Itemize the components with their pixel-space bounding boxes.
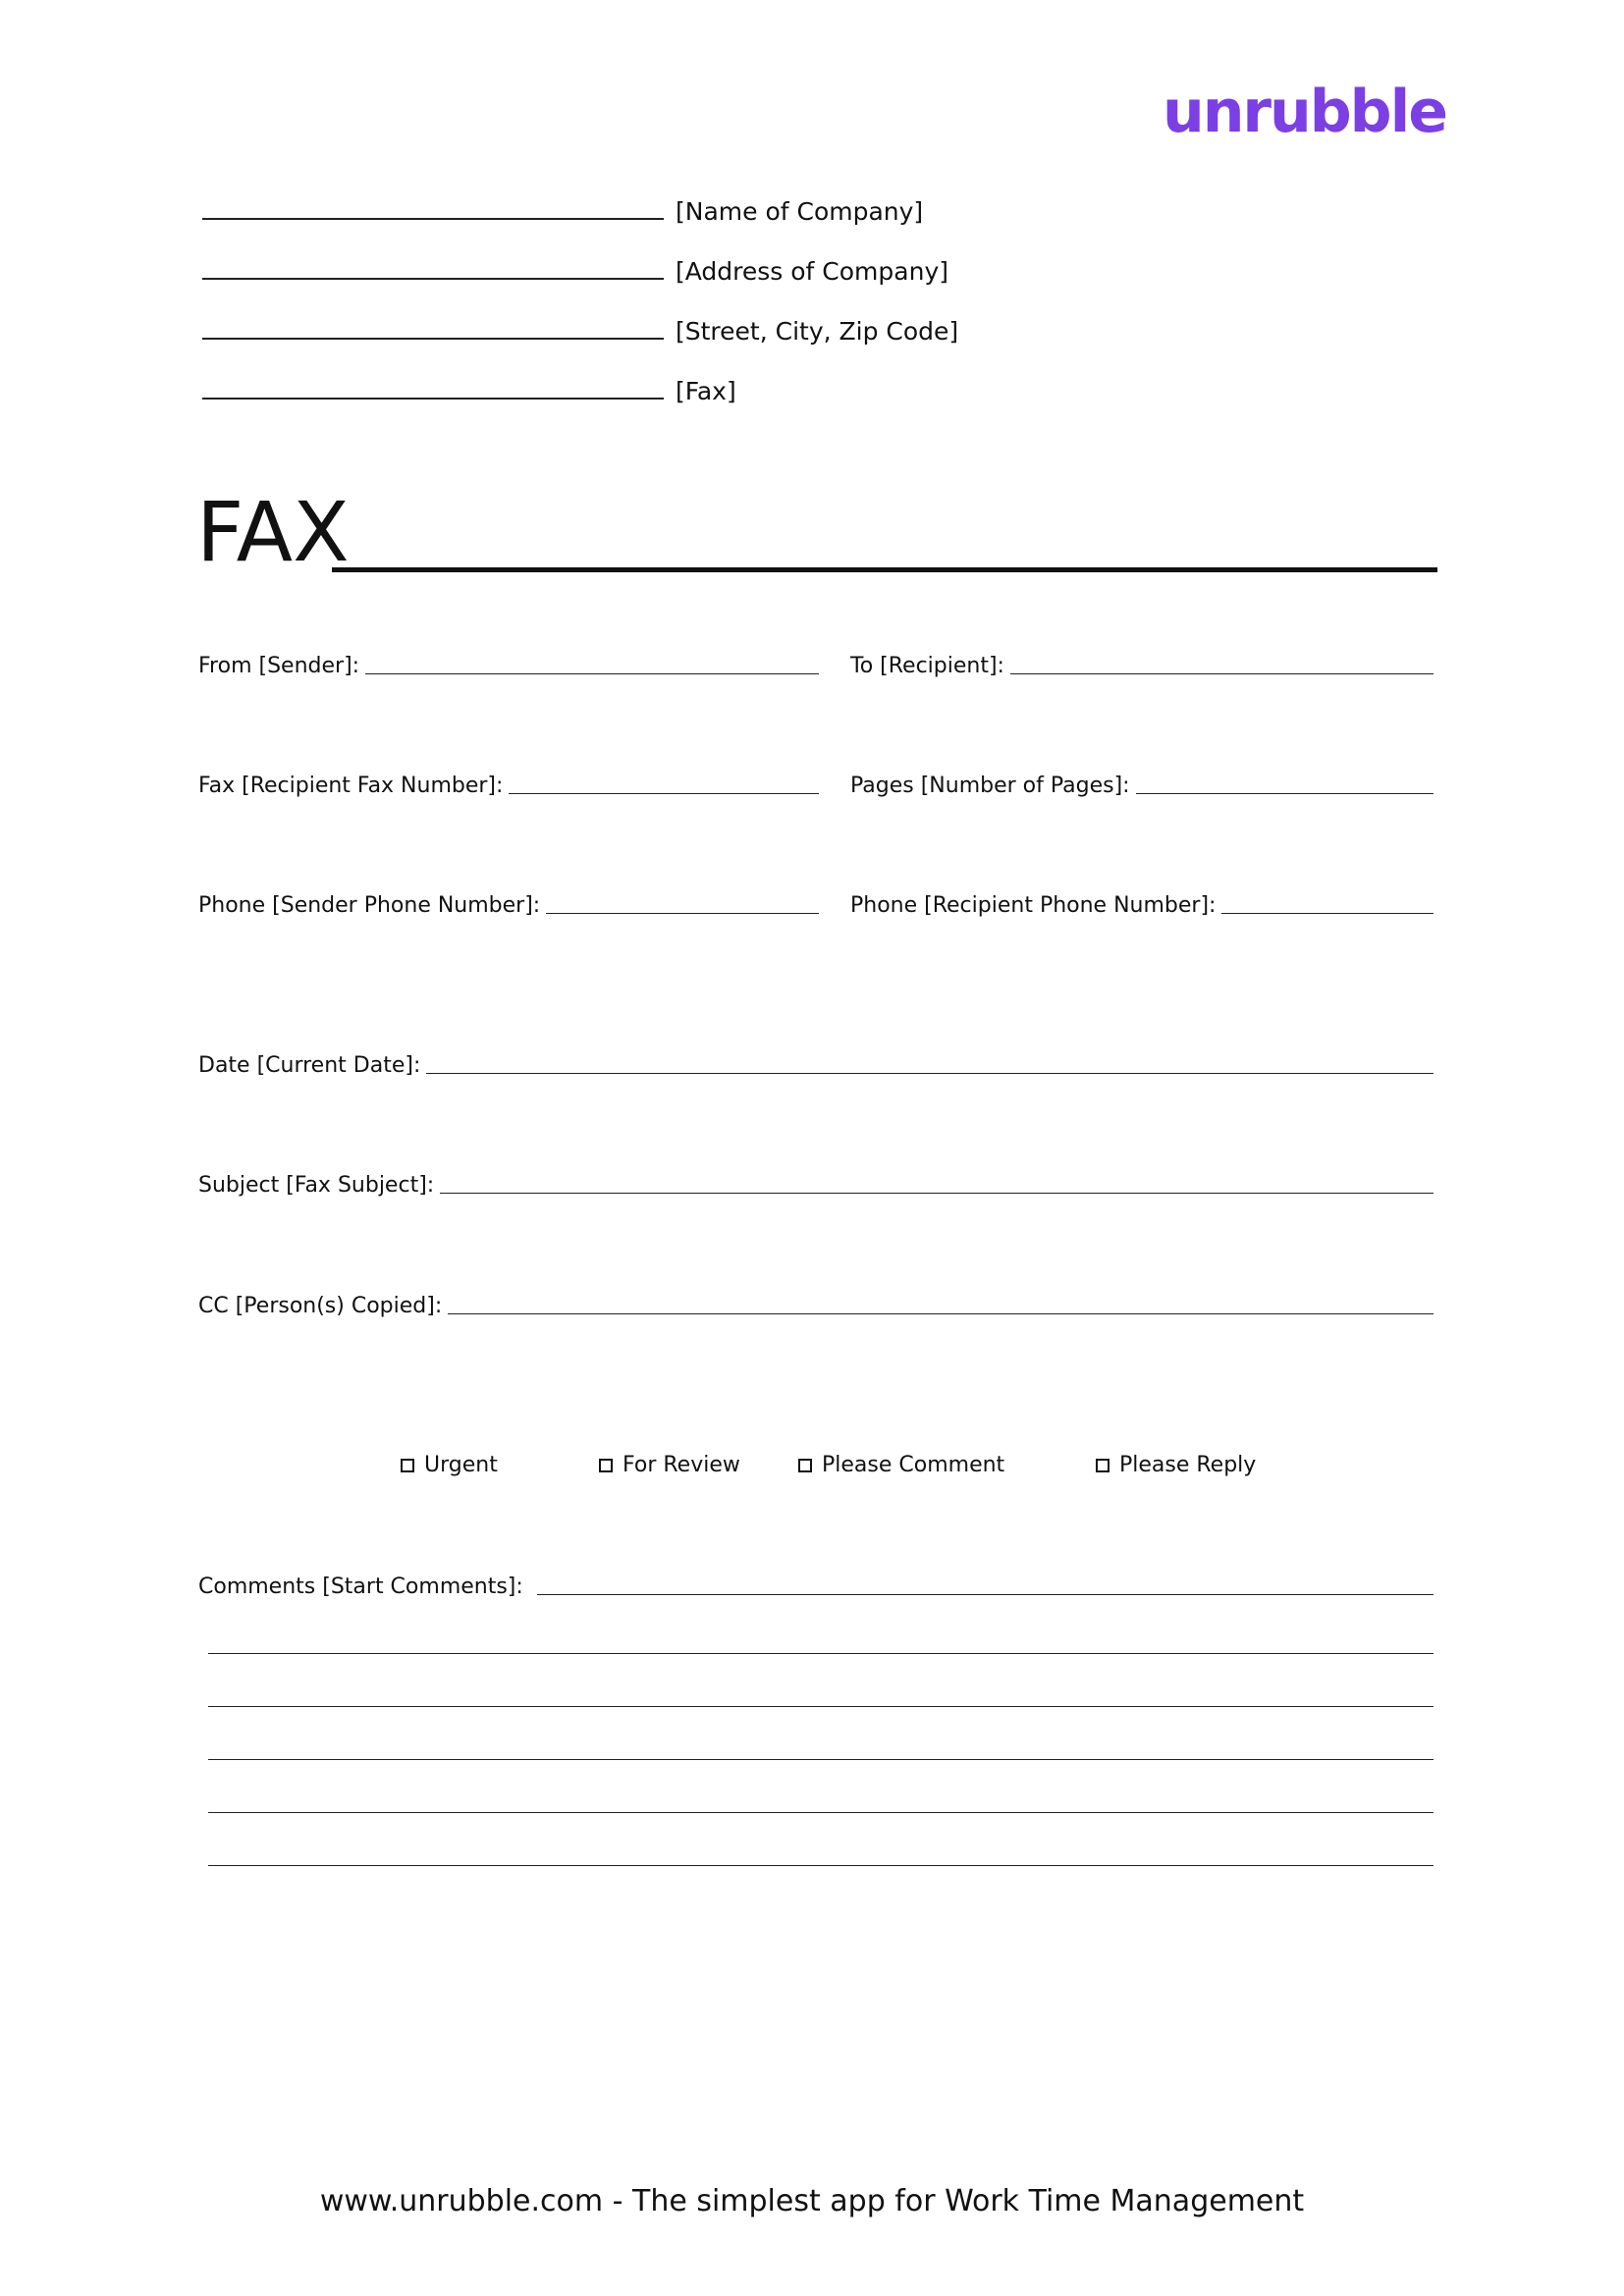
- company-fax-label: [Fax]: [676, 377, 736, 405]
- company-street-label: [Street, City, Zip Code]: [676, 317, 959, 346]
- cc-field: [198, 1296, 1434, 1317]
- comment-line[interactable]: [208, 1706, 1434, 1707]
- please-comment-label: Please Comment: [822, 1453, 1005, 1477]
- fax-number-label: Fax [Recipient Fax Number]:: [198, 774, 504, 798]
- from-label: From [Sender]:: [198, 654, 360, 678]
- date-label: Date [Current Date]:: [198, 1053, 421, 1078]
- subject-blank[interactable]: [440, 1193, 1434, 1194]
- date-field: [198, 1055, 1434, 1077]
- from-field: [198, 656, 819, 677]
- pages-field: [850, 775, 1434, 797]
- fax-number-field: [198, 775, 819, 797]
- to-label: To [Recipient]:: [850, 654, 1004, 678]
- sender-phone-field: [198, 895, 819, 917]
- comments-field: [198, 1576, 1434, 1598]
- cc-blank[interactable]: [448, 1313, 1434, 1314]
- urgent-checkbox[interactable]: [401, 1455, 498, 1476]
- fax-title-rule: [332, 567, 1437, 572]
- fax-title: FAX: [196, 484, 350, 580]
- company-address-line: [202, 259, 948, 284]
- cc-label: CC [Person(s) Copied]:: [198, 1294, 443, 1318]
- recipient-phone-field: [850, 895, 1434, 917]
- pages-label: Pages [Number of Pages]:: [850, 774, 1130, 798]
- company-fax-line: [202, 379, 736, 403]
- recipient-phone-blank[interactable]: [1221, 913, 1434, 914]
- comments-label: Comments [Start Comments]:: [198, 1575, 523, 1599]
- checkbox-square-icon[interactable]: [1096, 1459, 1110, 1472]
- please-comment-checkbox[interactable]: [798, 1455, 1004, 1476]
- comment-line[interactable]: [208, 1812, 1434, 1813]
- urgent-label: Urgent: [424, 1453, 498, 1477]
- for-review-label: For Review: [623, 1453, 740, 1477]
- fax-number-blank[interactable]: [509, 793, 819, 794]
- subject-field: [198, 1175, 1434, 1197]
- comment-line[interactable]: [208, 1653, 1434, 1654]
- company-name-label: [Name of Company]: [676, 197, 924, 226]
- to-blank[interactable]: [1010, 673, 1434, 674]
- please-reply-label: Please Reply: [1119, 1453, 1257, 1477]
- recipient-phone-label: Phone [Recipient Phone Number]:: [850, 893, 1217, 918]
- company-street-line: [202, 319, 958, 344]
- please-reply-checkbox[interactable]: [1096, 1455, 1256, 1476]
- sender-phone-label: Phone [Sender Phone Number]:: [198, 893, 541, 918]
- from-blank[interactable]: [365, 673, 819, 674]
- company-name-blank[interactable]: [202, 218, 664, 220]
- comment-line[interactable]: [208, 1759, 1434, 1760]
- footer-text: www.unrubble.com - The simplest app for Work Time Management: [319, 2184, 1305, 2218]
- to-field: [850, 656, 1434, 677]
- pages-blank[interactable]: [1136, 793, 1434, 794]
- comments-blank[interactable]: [537, 1594, 1434, 1595]
- checkbox-square-icon[interactable]: [599, 1459, 613, 1472]
- company-address-label: [Address of Company]: [676, 257, 948, 286]
- subject-label: Subject [Fax Subject]:: [198, 1173, 435, 1198]
- company-address-blank[interactable]: [202, 278, 664, 280]
- for-review-checkbox[interactable]: [599, 1455, 740, 1476]
- company-fax-blank[interactable]: [202, 398, 664, 400]
- company-street-blank[interactable]: [202, 338, 664, 340]
- sender-phone-blank[interactable]: [546, 913, 819, 914]
- company-name-line: [202, 199, 923, 224]
- comment-line[interactable]: [208, 1865, 1434, 1866]
- checkbox-square-icon[interactable]: [798, 1459, 812, 1472]
- checkbox-square-icon[interactable]: [401, 1459, 414, 1472]
- unrubble-logo: unrubble: [1163, 78, 1446, 146]
- date-blank[interactable]: [426, 1073, 1434, 1074]
